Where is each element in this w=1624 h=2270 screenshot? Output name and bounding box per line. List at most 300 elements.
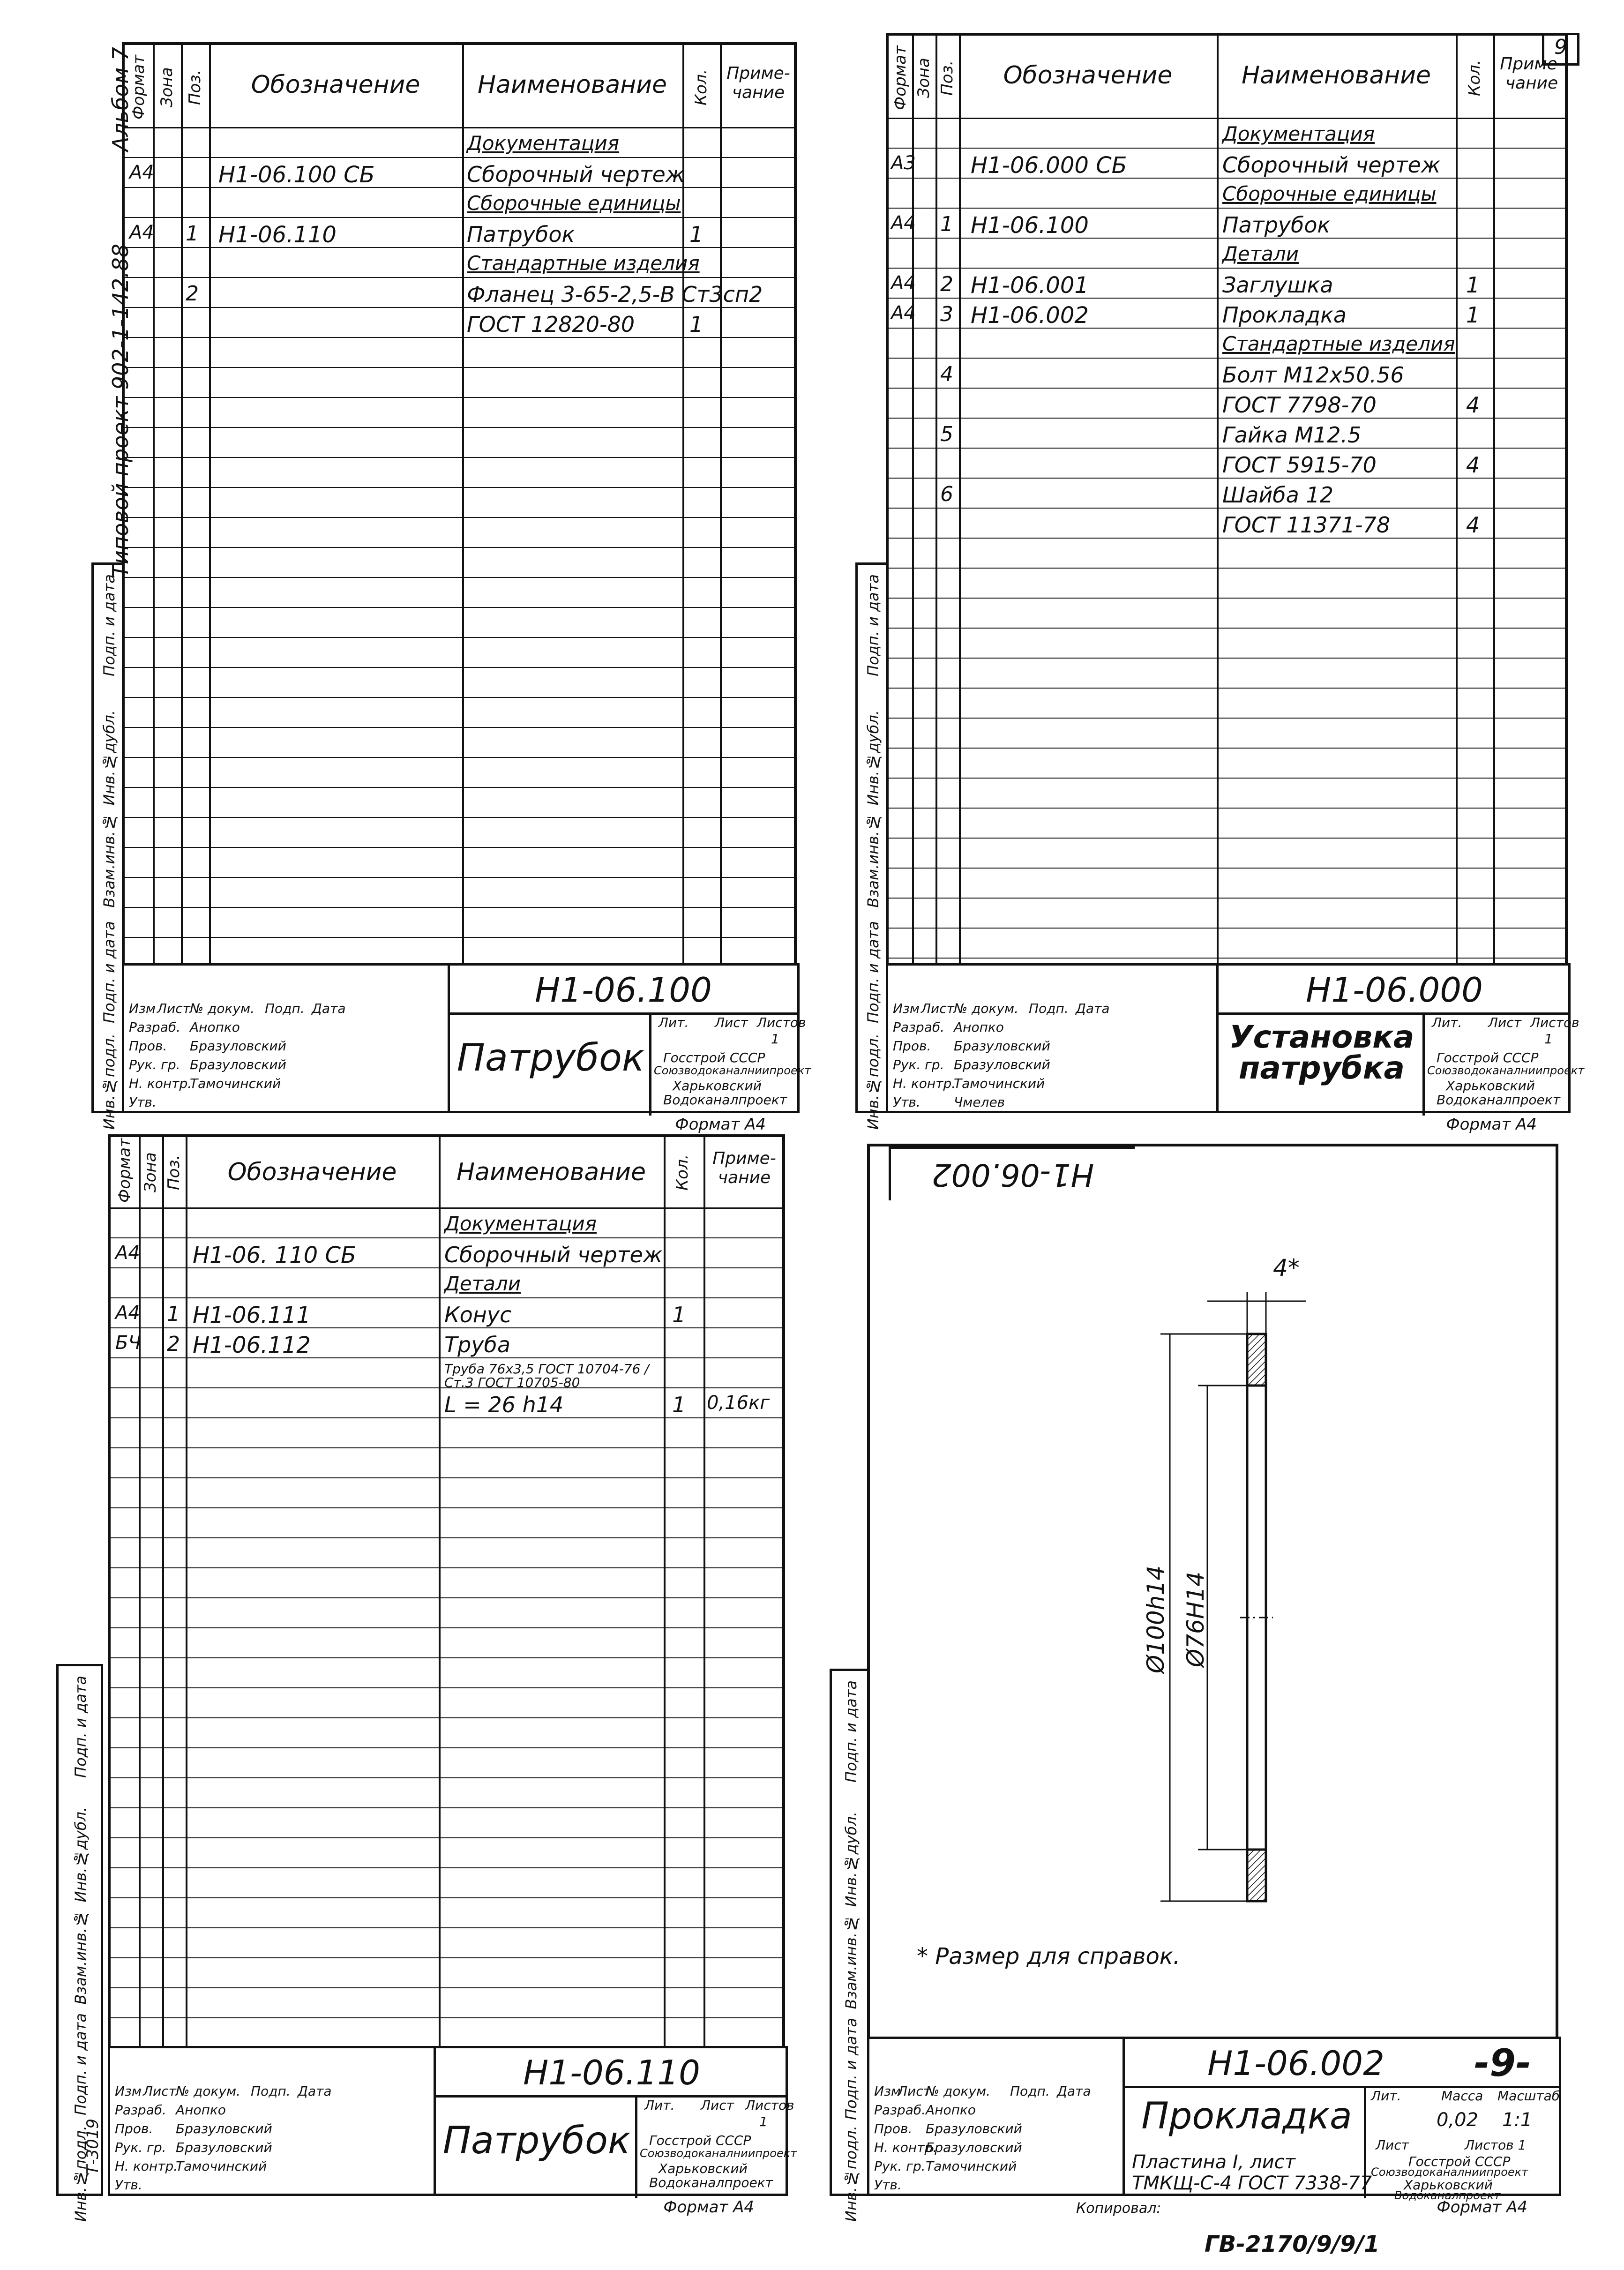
- person-2: Бразуловский: [190, 1038, 286, 1054]
- inner-diameter-dim: Ø76H14: [1182, 1571, 1209, 1668]
- org-4: Водоканалпроект: [1437, 1092, 1560, 1108]
- row-line: [111, 1897, 782, 1898]
- side-stamp-column: [91, 562, 124, 1130]
- row-format: БЧ: [115, 1332, 141, 1354]
- listov-value: 1: [1544, 1031, 1553, 1047]
- row-line: [111, 1867, 782, 1868]
- row-line: [889, 868, 1565, 869]
- col-line: [1493, 36, 1495, 967]
- row-line: [111, 1987, 782, 1988]
- row-pos: 2: [940, 272, 953, 296]
- row-line: [111, 1237, 782, 1238]
- side-stamp-column: [830, 1669, 869, 2222]
- row-qty: 4: [1466, 392, 1480, 418]
- side-label: Взам.инв.№: [864, 813, 882, 908]
- row-name: Фланец 3-65-2,5-В Ст3сп2: [467, 282, 763, 307]
- row-name: ГОСТ 5915-70: [1222, 452, 1377, 478]
- row-line: [889, 748, 1565, 749]
- title-block: [108, 2046, 797, 2196]
- mirror-code: Н1-06.002: [889, 1146, 1135, 1200]
- row-name: Стандартные изделия: [467, 252, 700, 275]
- org-1: Госстрой СССР: [1408, 2154, 1511, 2169]
- row-line: [889, 448, 1565, 449]
- header-divider: [111, 1207, 782, 1209]
- massa-value: 0,02: [1437, 2109, 1479, 2131]
- col-line: [153, 45, 155, 967]
- header-designation: Обозначение: [1003, 61, 1173, 90]
- col-line: [462, 45, 464, 967]
- tb-sign: Подп.: [251, 2083, 291, 2099]
- row-line: [125, 787, 794, 788]
- tb-nkontr: Н. контр.: [893, 1076, 956, 1091]
- org-1: Госстрой СССР: [663, 1050, 765, 1065]
- org-4: Водоканалпроект: [649, 2175, 773, 2190]
- tb-izm: Изм: [129, 1001, 156, 1016]
- sheet-number: -9-: [1474, 2041, 1532, 2085]
- side-label: Подп. и дата: [100, 921, 118, 1023]
- tb-utv: Утв.: [893, 1094, 921, 1110]
- tb-doc: № докум.: [190, 1001, 255, 1016]
- row-line: [125, 277, 794, 278]
- sheet-h1-06-110: [108, 1134, 797, 2217]
- row-name: Патрубок: [467, 222, 575, 247]
- person-1: Анопко: [954, 1019, 1004, 1035]
- person-1: Анопко: [176, 2102, 226, 2118]
- header-qty: Кол.: [673, 1154, 692, 1191]
- material-2: ТМКЩ-С-4 ГОСТ 7338-77: [1132, 2173, 1372, 2194]
- material-1: Пластина I, лист: [1132, 2151, 1295, 2173]
- row-designation: Н1-06.001: [971, 272, 1089, 299]
- list-label: Лист: [1488, 1015, 1521, 1030]
- row-format: А4: [115, 1302, 140, 1324]
- row-line: [111, 1567, 782, 1568]
- row-line: [889, 898, 1565, 899]
- row-qty: 1: [1466, 272, 1480, 298]
- side-label: Взам.инв.№: [842, 1915, 860, 2009]
- tb-razrab: Разраб.: [874, 2102, 926, 2118]
- org-2: Союзводоканалниипроект: [1371, 2165, 1528, 2179]
- massa-label: Масса: [1441, 2088, 1483, 2104]
- tb-prov: Пров.: [115, 2121, 153, 2136]
- row-line: [125, 577, 794, 578]
- row-qty: 4: [1466, 452, 1480, 478]
- row-line: [125, 907, 794, 908]
- tb-list: Лист: [898, 2083, 931, 2099]
- row-name: L = 26 h14: [444, 1392, 564, 1417]
- listov-label: Листов: [1530, 1015, 1579, 1030]
- thickness-dim: 4*: [1273, 1254, 1300, 1281]
- row-line: [889, 958, 1565, 959]
- side-label: Инв.№дубл.: [864, 710, 882, 806]
- row-pos: 3: [940, 302, 953, 326]
- side-label: Инв.№подл.: [842, 2126, 860, 2222]
- col-line: [703, 1137, 705, 2050]
- title-block: [867, 2037, 1561, 2202]
- col-line: [1456, 36, 1458, 967]
- row-line: [889, 358, 1565, 359]
- header-pos: Поз.: [165, 1154, 183, 1190]
- person-4: Тамочинский: [190, 1076, 281, 1091]
- listov-label: Листов 1: [1465, 2137, 1527, 2153]
- tb-izm: Изм: [874, 2083, 901, 2099]
- row-line: [889, 688, 1565, 689]
- sheet-title: Прокладка: [1141, 2095, 1352, 2137]
- title-block: [122, 963, 811, 1113]
- row-pos: 1: [167, 1302, 180, 1326]
- row-name: ГОСТ 11371-78: [1222, 512, 1391, 538]
- gasket-section-bottom: [1247, 1850, 1266, 1901]
- header-designation: Обозначение: [227, 1158, 397, 1186]
- listov-label: Листов: [745, 2098, 794, 2113]
- row-line: [889, 598, 1565, 599]
- row-name: Документация: [1222, 122, 1375, 145]
- row-line: [111, 1807, 782, 1808]
- format-label: Формат А4: [1437, 2198, 1527, 2217]
- person-1: Анопко: [190, 1019, 240, 1035]
- row-line: [889, 838, 1565, 839]
- row-line: [125, 937, 794, 938]
- row-name: Сборочные единицы: [467, 192, 681, 215]
- row-line: [125, 517, 794, 518]
- header-format: Формат: [129, 55, 148, 120]
- org-3: Харьковский: [1446, 1078, 1535, 1094]
- org-3: Харьковский: [1404, 2177, 1493, 2193]
- row-line: [111, 1297, 782, 1298]
- person-2: Бразуловский: [954, 1038, 1050, 1054]
- org-2: Союзводоканалниипроект: [640, 2147, 797, 2160]
- row-pos: 1: [186, 222, 199, 246]
- tb-date: Дата: [298, 2083, 332, 2099]
- tb-doc: № докум.: [926, 2083, 991, 2099]
- row-designation: Н1-06.000 СБ: [971, 152, 1127, 179]
- header-note: Приме-чание: [712, 1149, 776, 1187]
- row-line: [111, 2017, 782, 2018]
- lit-label: Лит.: [644, 2098, 675, 2113]
- header-format: Формат: [115, 1138, 134, 1203]
- side-label: Подп. и дата: [864, 921, 882, 1023]
- header-name: Наименование: [1241, 61, 1431, 90]
- side-stamp-column: [56, 1664, 103, 2222]
- row-line: [889, 478, 1565, 479]
- title-block: [886, 963, 1585, 1113]
- row-name: Шайба 12: [1222, 482, 1333, 508]
- inventory-stamp: ГВ-2170/9/9/1: [1205, 2231, 1380, 2257]
- org-3: Харьковский: [659, 2161, 748, 2176]
- row-line: [889, 508, 1565, 509]
- row-line: [111, 1837, 782, 1838]
- tb-nkontr: Н. контр.: [874, 2140, 937, 2155]
- tb-list: Лист: [157, 1001, 190, 1016]
- lit-label: Лит.: [1432, 1015, 1462, 1030]
- list-label: Лист: [701, 2098, 734, 2113]
- row-designation: Н1-06.002: [971, 302, 1089, 329]
- row-name: Стандартные изделия: [1222, 332, 1455, 355]
- side-label: Инв.№дубл.: [842, 1812, 860, 1907]
- row-line: [889, 928, 1565, 929]
- sheet-code: Н1-06.002: [1207, 2044, 1385, 2083]
- row-line: [125, 397, 794, 398]
- list-label: Лист: [715, 1015, 748, 1030]
- row-name: Заглушка: [1222, 272, 1333, 298]
- format-label: Формат А4: [1446, 1115, 1537, 1134]
- sheet-code: Н1-06.110: [523, 2053, 700, 2092]
- row-line: [111, 1657, 782, 1658]
- format-label: Формат А4: [663, 2198, 754, 2217]
- row-line: [111, 1507, 782, 1508]
- col-line: [186, 1137, 187, 2050]
- person-3: Бразуловский: [926, 2140, 1022, 2155]
- sheet-stamp: Т-3019: [83, 2119, 102, 2175]
- row-line: [889, 658, 1565, 659]
- header-zone: Зона: [914, 58, 933, 98]
- row-line: [125, 877, 794, 878]
- row-name: Труба: [444, 1332, 511, 1357]
- lit-label: Лит.: [659, 1015, 689, 1030]
- header-name: Наименование: [456, 1158, 646, 1186]
- col-line: [181, 45, 183, 967]
- row-line: [125, 757, 794, 758]
- row-line: [111, 1417, 782, 1418]
- org-2: Союзводоканалниипроект: [654, 1064, 811, 1077]
- row-line: [889, 388, 1565, 389]
- side-label: Подп. и дата: [72, 1676, 90, 1778]
- header-zone: Зона: [141, 1152, 160, 1192]
- org-1: Госстрой СССР: [1437, 1050, 1539, 1065]
- row-name: ГОСТ 12820-80: [467, 312, 635, 337]
- org-4: Водоканалпроект: [1394, 2189, 1501, 2202]
- row-name: Сборочный чертеж: [1222, 152, 1441, 178]
- masshtab-label: Масштаб: [1497, 2088, 1560, 2104]
- col-line: [162, 1137, 164, 2050]
- person-3: Бразуловский: [176, 2140, 272, 2155]
- tb-date: Дата: [312, 1001, 346, 1016]
- tb-razrab: Разраб.: [115, 2102, 167, 2118]
- tb-nkontr: Н. контр.: [129, 1076, 192, 1091]
- row-line: [125, 667, 794, 668]
- row-line: [125, 817, 794, 818]
- sheet-title: Установка патрубка: [1229, 1019, 1414, 1086]
- person-5: Чмелев: [954, 1094, 1005, 1110]
- row-qty: 1: [689, 222, 703, 247]
- tb-ruk: Рук. гр.: [893, 1057, 944, 1072]
- side-label: Взам.инв.№: [72, 1910, 90, 2005]
- row-name: Прокладка: [1222, 302, 1347, 328]
- row-line: [889, 718, 1565, 719]
- row-line: [125, 697, 794, 698]
- tb-sign: Подп.: [265, 1001, 305, 1016]
- tb-list: Лист: [921, 1001, 954, 1016]
- row-qty: 1: [672, 1392, 686, 1417]
- row-line: [125, 847, 794, 848]
- row-line: [889, 568, 1565, 569]
- row-designation: Н1-06.100: [971, 212, 1089, 239]
- row-line: [889, 208, 1565, 209]
- row-name: Сборочный чертеж: [467, 162, 685, 187]
- col-line: [959, 36, 961, 967]
- row-name: Патрубок: [1222, 212, 1331, 238]
- row-name: Труба 76х3,5 ГОСТ 10704-76 / Ст.3 ГОСТ 10705-80: [444, 1361, 649, 1391]
- header-note: Приме-чание: [1500, 54, 1564, 93]
- row-line: [125, 637, 794, 638]
- outer-diameter-dim: Ø100h14: [1142, 1565, 1169, 1674]
- row-line: [111, 1957, 782, 1958]
- person-4: Тамочинский: [954, 1076, 1045, 1091]
- tb-utv: Утв.: [129, 1094, 157, 1110]
- masshtab-value: 1:1: [1502, 2109, 1533, 2131]
- row-line: [889, 808, 1565, 809]
- row-line: [111, 1687, 782, 1688]
- row-pos: 6: [940, 482, 953, 506]
- col-line: [439, 1137, 441, 2050]
- row-format: А4: [891, 272, 916, 294]
- tb-ruk: Рук. гр.: [874, 2158, 926, 2174]
- side-label: Инв.№подл.: [72, 2126, 90, 2222]
- tb-prov: Пров.: [893, 1038, 931, 1054]
- header-qty: Кол.: [692, 69, 711, 105]
- row-pos: 4: [940, 362, 953, 386]
- sheet-title: Патрубок: [457, 1036, 645, 1079]
- row-name: Детали: [444, 1272, 521, 1295]
- row-qty: 4: [1466, 512, 1480, 538]
- person-4: Тамочинский: [926, 2158, 1017, 2174]
- header-pos: Поз.: [938, 60, 957, 96]
- row-pos: 2: [186, 282, 199, 306]
- copied-label: Копировал:: [1076, 2200, 1161, 2217]
- row-line: [889, 418, 1565, 419]
- row-line: [889, 778, 1565, 779]
- header-format: Формат: [891, 45, 910, 110]
- listov-label: Листов: [757, 1015, 806, 1030]
- tb-doc: № докум.: [954, 1001, 1019, 1016]
- org-4: Водоканалпроект: [663, 1092, 787, 1108]
- listov-value: 1: [771, 1031, 779, 1047]
- tb-prov: Пров.: [129, 1038, 167, 1054]
- header-zone: Зона: [157, 67, 176, 107]
- person-2: Бразуловский: [176, 2121, 272, 2136]
- col-line: [139, 1137, 141, 2050]
- row-designation: Н1-06.112: [193, 1332, 311, 1358]
- row-designation: Н1-06. 110 СБ: [193, 1242, 356, 1268]
- row-note: 0,16кг: [707, 1392, 770, 1414]
- org-1: Госстрой СССР: [649, 2133, 751, 2148]
- listov-value: 1: [759, 2114, 768, 2129]
- row-qty: 1: [1466, 302, 1480, 328]
- row-line: [111, 1927, 782, 1928]
- header-designation: Обозначение: [251, 71, 420, 99]
- side-label: Инв.№дубл.: [72, 1807, 90, 1903]
- row-qty: 1: [689, 312, 703, 337]
- side-label: Подп. и дата: [100, 574, 118, 676]
- footnote: * Размер для справок.: [917, 1943, 1181, 1970]
- sheet-title: Патрубок: [442, 2119, 631, 2162]
- row-line: [111, 1627, 782, 1628]
- tb-date: Дата: [1076, 1001, 1110, 1016]
- side-label: Подп. и дата: [842, 2018, 860, 2120]
- header-pos: Поз.: [186, 69, 204, 105]
- row-name: Сборочные единицы: [1222, 182, 1437, 205]
- person-4: Тамочинский: [176, 2158, 267, 2174]
- row-format: А4: [891, 302, 916, 324]
- list-label: Лист: [1376, 2137, 1409, 2153]
- person-3: Бразуловский: [190, 1057, 286, 1072]
- header-divider: [125, 127, 794, 128]
- row-line: [125, 457, 794, 458]
- row-qty: 1: [672, 1302, 686, 1327]
- row-name: Гайка М12.5: [1222, 422, 1362, 448]
- row-line: [111, 1747, 782, 1748]
- project-label: Типовой проект 902-1-142.88: [108, 244, 133, 578]
- sheet-code: Н1-06.000: [1306, 970, 1483, 1010]
- side-label: Инв.№дубл.: [100, 710, 118, 806]
- header-note: Приме-чание: [726, 64, 790, 102]
- row-name: Документация: [467, 132, 620, 155]
- row-line: [125, 607, 794, 608]
- row-line: [125, 727, 794, 728]
- row-designation: Н1-06.110: [218, 222, 337, 248]
- row-line: [111, 1597, 782, 1598]
- row-pos: 5: [940, 422, 953, 446]
- row-line: [125, 217, 794, 218]
- row-format: А4: [129, 162, 154, 183]
- tb-doc: № докум.: [176, 2083, 241, 2099]
- album-label: Альбом 7: [108, 47, 133, 152]
- tb-izm: Изм: [893, 1001, 920, 1016]
- row-line: [111, 1537, 782, 1538]
- tb-nkontr: Н. контр.: [115, 2158, 178, 2174]
- col-line: [912, 36, 914, 967]
- row-line: [889, 268, 1565, 269]
- tb-razrab: Разраб.: [129, 1019, 181, 1035]
- tb-sign: Подп.: [1029, 1001, 1069, 1016]
- header-qty: Кол.: [1465, 60, 1484, 96]
- row-name: Болт М12х50.56: [1222, 362, 1404, 388]
- col-line: [1217, 36, 1219, 967]
- gasket-section-top: [1247, 1334, 1266, 1386]
- row-name: Конус: [444, 1302, 512, 1327]
- row-name: ГОСТ 7798-70: [1222, 392, 1377, 418]
- col-line: [935, 36, 937, 967]
- col-line: [209, 45, 211, 967]
- row-line: [125, 337, 794, 338]
- tb-utv: Утв.: [115, 2177, 142, 2193]
- tb-ruk: Рук. гр.: [129, 1057, 180, 1072]
- row-line: [125, 547, 794, 548]
- row-pos: 1: [940, 212, 953, 236]
- row-line: [111, 1447, 782, 1448]
- tb-sign: Подп.: [1010, 2083, 1050, 2099]
- person-3: Бразуловский: [954, 1057, 1050, 1072]
- sheet-code: Н1-06.100: [535, 970, 712, 1010]
- tb-prov: Пров.: [874, 2121, 913, 2136]
- row-format: А4: [129, 222, 154, 243]
- row-name: Детали: [1222, 242, 1299, 265]
- side-label: Подп. и дата: [72, 2013, 90, 2115]
- header-name: Наименование: [477, 71, 667, 99]
- row-line: [125, 157, 794, 158]
- sheet-h1-06-000: [886, 33, 1585, 1134]
- col-line: [664, 1137, 666, 2050]
- side-label: Подп. и дата: [842, 1680, 860, 1783]
- row-name: Сборочный чертеж: [444, 1242, 663, 1267]
- row-line: [111, 1717, 782, 1718]
- org-2: Союзводоканалниипроект: [1427, 1064, 1585, 1077]
- row-line: [125, 487, 794, 488]
- col-line: [720, 45, 722, 967]
- side-label: Инв.№подл.: [864, 1034, 882, 1130]
- page-number: 9: [1542, 33, 1579, 66]
- row-format: А3: [891, 152, 916, 174]
- row-name: Документация: [444, 1212, 597, 1235]
